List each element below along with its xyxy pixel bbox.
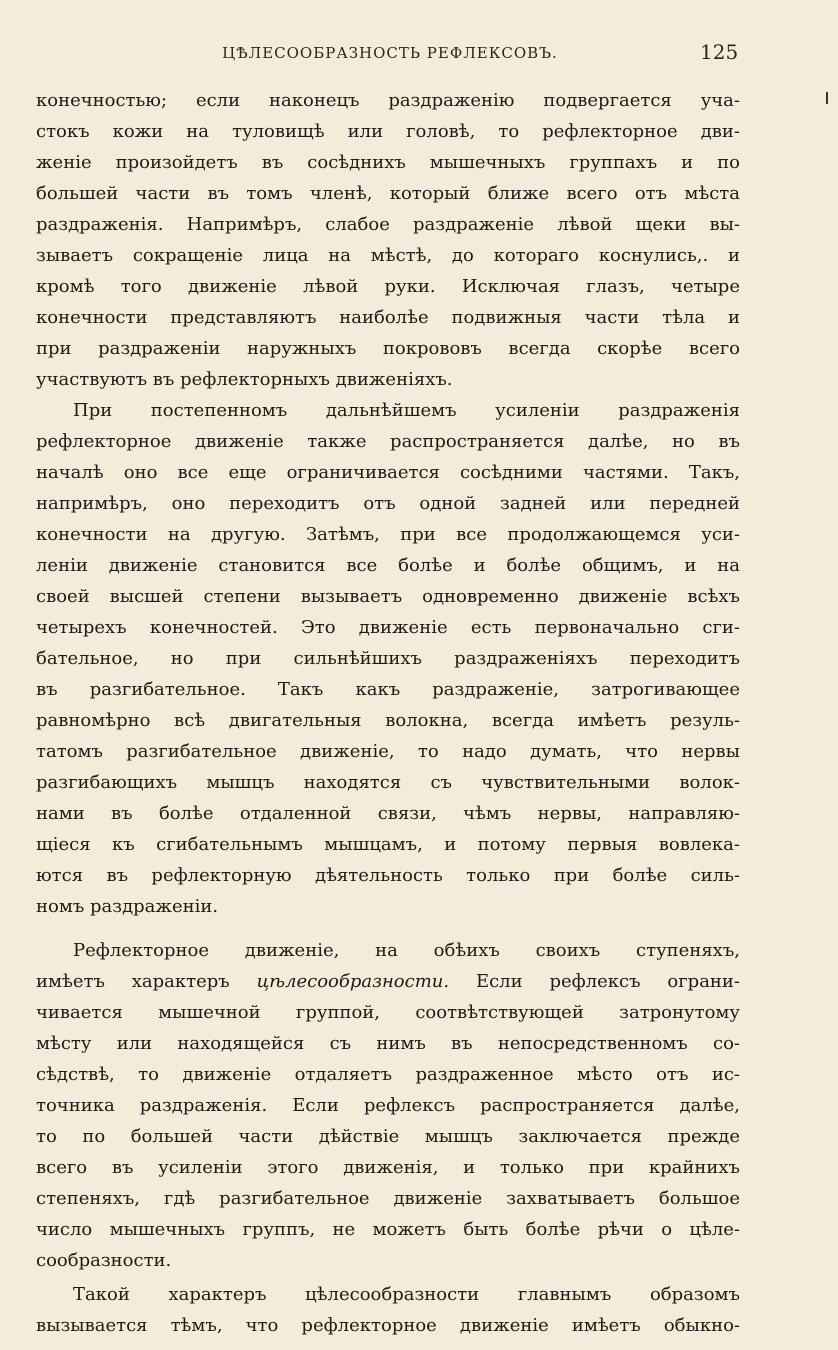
text-line: началѣ оно все еще ограничивается сосѣдними частями. Такъ,: [36, 462, 740, 483]
margin-mark: [826, 92, 828, 104]
text-line: При постепенномъ дальнѣйшемъ усиленіи раздраженія: [73, 400, 740, 421]
text-line: леніи движеніе становится все болѣе и болѣе общимъ, и на: [36, 555, 740, 576]
text-segment: Если рефлексъ ограни-: [475, 971, 741, 992]
text-line: разгибающихъ мышцъ находятся съ чувствительными волок-: [36, 772, 740, 793]
text-line: равномѣрно всѣ двигательныя волокна, всегда имѣетъ резуль-: [36, 710, 740, 731]
text-line: женіе произойдетъ въ сосѣднихъ мышечныхъ группахъ и по: [36, 152, 740, 173]
text-line: нами въ болѣе отдаленной связи, чѣмъ нервы, направляю-: [36, 803, 740, 824]
text-line: Такой характеръ цѣлесообразности главнымъ образомъ: [73, 1284, 740, 1305]
emphasized-term: цѣлесообразности.: [256, 971, 450, 992]
text-line: конечности представляютъ наиболѣе подвижныя части тѣла и: [36, 307, 740, 328]
text-line: при раздраженіи наружныхъ покрововъ всегда скорѣе всего: [36, 338, 740, 359]
text-line: участвуютъ въ рефлекторныхъ движеніяхъ.: [36, 369, 453, 390]
text-line: своей высшей степени вызываетъ одновременно движеніе всѣхъ: [36, 586, 740, 607]
text-line: напримѣръ, оно переходитъ отъ одной задней или передней: [36, 493, 740, 514]
text-line: сѣдствѣ, то движеніе отдаляетъ раздраженное мѣсто отъ ис-: [36, 1064, 740, 1085]
text-line: большей части въ томъ членѣ, который ближе всего отъ мѣста: [36, 183, 740, 204]
text-line: четырехъ конечностей. Это движеніе есть первоначально сги-: [36, 617, 740, 638]
text-line: зываетъ сокращеніе лица на мѣстѣ, до котораго коснулись,. и: [36, 245, 740, 266]
text-line: щіеся къ сгибательнымъ мышцамъ, и потому первыя вовлека-: [36, 834, 740, 855]
text-line: всего въ усиленіи этого движенія, и только при крайнихъ: [36, 1157, 740, 1178]
text-line: степеняхъ, гдѣ разгибательное движеніе захватываетъ большое: [36, 1188, 740, 1209]
text-line: раздраженія. Напримѣръ, слабое раздраженіе лѣвой щеки вы-: [36, 214, 740, 235]
text-line: татомъ разгибательное движеніе, то надо думать, что нервы: [36, 741, 740, 762]
text-line: номъ раздраженіи.: [36, 896, 219, 917]
text-line: сообразности.: [36, 1250, 172, 1271]
text-line: Рефлекторное движеніе, на обѣихъ своихъ ступеняхъ,: [73, 940, 740, 961]
text-line: число мышечныхъ группъ, не можетъ быть болѣе рѣчи о цѣле-: [36, 1219, 740, 1240]
text-line: ются въ рефлекторную дѣятельность только при болѣе силь-: [36, 865, 740, 886]
text-line: бательное, но при сильнѣйшихъ раздраженіяхъ переходитъ: [36, 648, 740, 669]
text-line-with-emphasis: [36, 967, 740, 997]
page-number: 125: [700, 40, 739, 64]
text-segment: имѣетъ характеръ: [36, 971, 230, 992]
text-line: конечностью; если наконецъ раздраженію подвергается уча-: [36, 90, 740, 111]
text-line: рефлекторное движеніе также распространяется далѣе, но въ: [36, 431, 740, 452]
text-line: точника раздраженія. Если рефлексъ распространяется далѣе,: [36, 1095, 740, 1116]
running-head: ЦѢЛЕСООБРАЗНОСТЬ РЕФЛЕКСОВЪ.: [222, 44, 558, 62]
text-line: кромѣ того движеніе лѣвой руки. Исключая глазъ, четыре: [36, 276, 740, 297]
text-line: мѣсту или находящейся съ нимъ въ непосредственномъ со-: [36, 1033, 740, 1054]
text-line: конечности на другую. Затѣмъ, при все продолжающемся уси-: [36, 524, 740, 545]
text-line: стокъ кожи на туловищѣ или головѣ, то рефлекторное дви-: [36, 121, 740, 142]
text-line: вызывается тѣмъ, что рефлекторное движеніе имѣетъ обыкно-: [36, 1315, 740, 1336]
text-line: то по большей части дѣйствіе мышцъ заключается прежде: [36, 1126, 740, 1147]
text-line: чивается мышечной группой, соотвѣтствующей затронутому: [36, 1002, 740, 1023]
text-line: въ разгибательное. Такъ какъ раздраженіе, затрогивающее: [36, 679, 740, 700]
